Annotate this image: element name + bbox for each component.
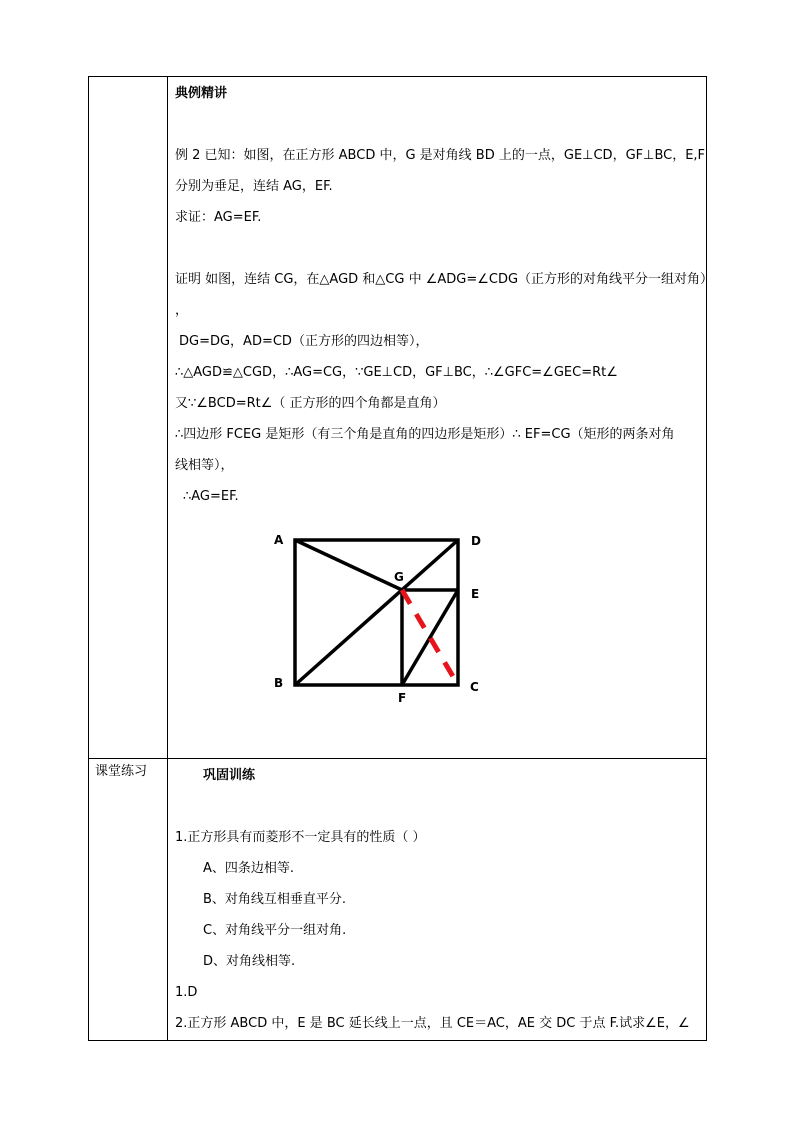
proof-text: 证明 如图，连结 CG，在△AGD 和△CG 中 ∠ADG=∠CDG（正方形的对角线平分一组对角） — [175, 272, 714, 287]
practice-cell — [175, 760, 703, 1039]
label-a: A — [274, 533, 284, 547]
diagonal-bd — [295, 540, 458, 685]
option-d: D、对角线相等. — [203, 954, 296, 969]
label-g: G — [394, 570, 404, 584]
option-b: B、对角线互相垂直平分. — [203, 892, 347, 907]
proof-text: 又∵∠BCD=Rt∠（ 正方形的四个角都是直角） — [175, 396, 446, 411]
proof-text: ∴AG=EF. — [183, 489, 239, 504]
section-heading: 典例精讲 — [175, 86, 228, 101]
row-divider — [89, 758, 706, 759]
prove-text: 求证：AG=EF. — [175, 210, 262, 225]
label-d: D — [471, 534, 481, 548]
proof-text: ， — [175, 303, 189, 318]
segment-ag — [295, 540, 402, 590]
proof-text: ∴△AGD≌△CGD，∴AG=CG，∵GE⊥CD，GF⊥BC，∴∠GFC=∠GEC=Rt∠ — [175, 365, 618, 380]
row-label: 课堂练习 — [95, 764, 148, 779]
problem-text: 例 2 已知：如图，在正方形 ABCD 中，G 是对角线 BD 上的一点，GE⊥CD，GF⊥BC，E,F — [175, 148, 706, 163]
option-a: A、四条边相等. — [203, 861, 295, 876]
problem-text: 分别为垂足，连结 AG，EF. — [175, 179, 333, 194]
example-cell — [175, 78, 714, 512]
geometry-figure — [268, 528, 490, 710]
option-c: C、对角线平分一组对角. — [203, 923, 347, 938]
question-text: 1.正方形具有而菱形不一定具有的性质（ ） — [175, 830, 426, 845]
label-c: C — [470, 680, 479, 694]
column-divider — [167, 77, 168, 1040]
label-e: E — [471, 587, 480, 601]
proof-text: ∴四边形 FCEG 是矩形（有三个角是直角的四边形是矩形）∴ EF=CG（矩形的两条对角 — [175, 427, 675, 442]
label-b: B — [274, 676, 284, 690]
question-text: 2.正方形 ABCD 中，E 是 BC 延长线上一点，且 CE＝AC，AE 交 DC 于点 F.试求∠E，∠ — [175, 1016, 690, 1031]
section-heading: 巩固训练 — [203, 768, 256, 783]
answer-text: 1.D — [175, 985, 198, 1000]
label-f: F — [398, 691, 407, 705]
proof-text: 线相等）， — [175, 458, 234, 473]
proof-text: DG=DG，AD=CD（正方形的四边相等）， — [179, 334, 429, 349]
